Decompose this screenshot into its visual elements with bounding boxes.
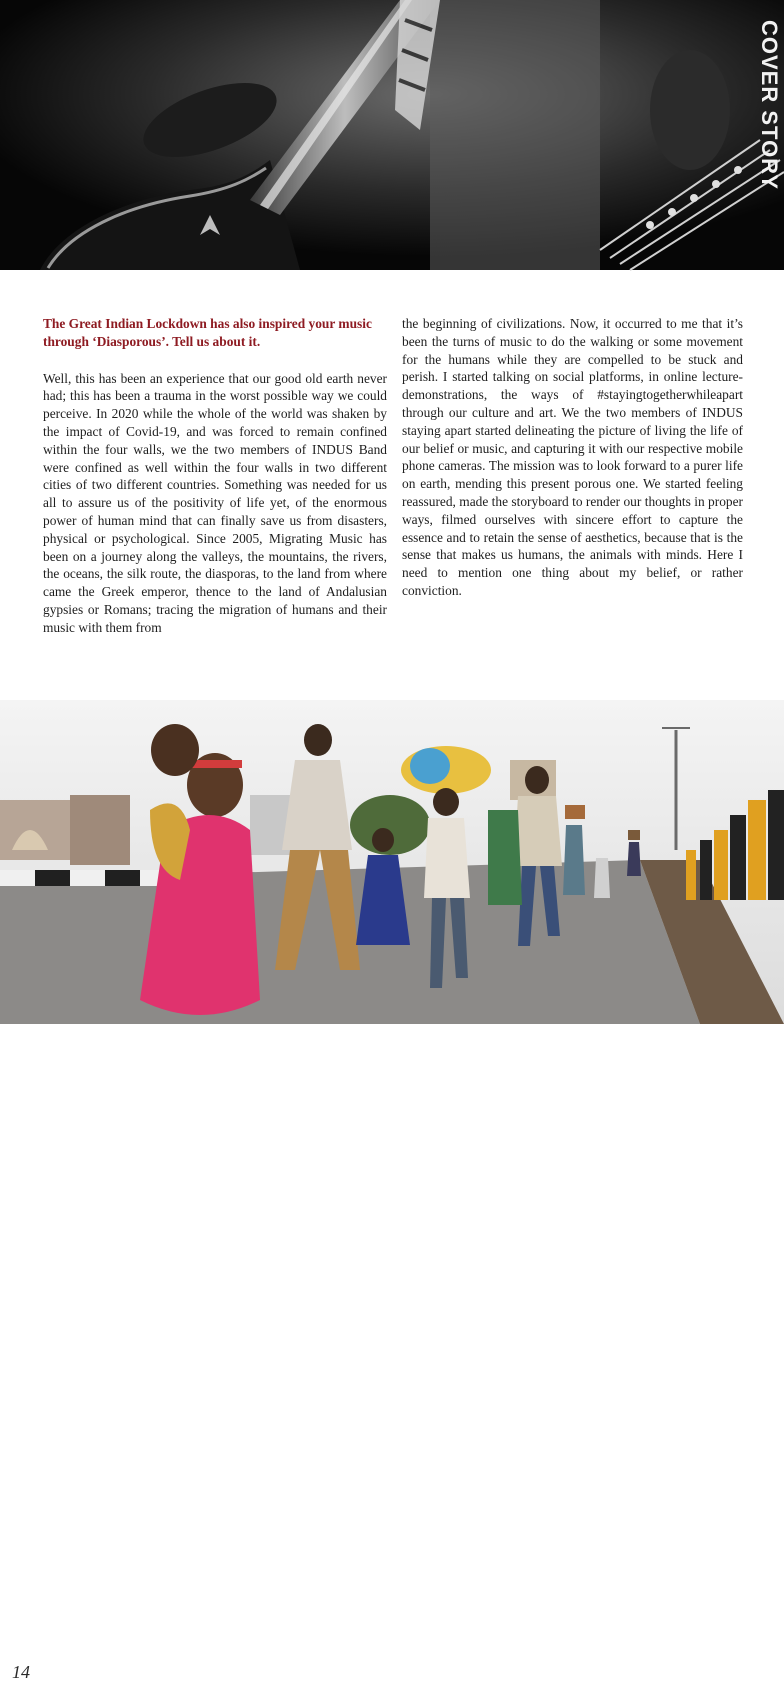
- answer-text-right: the beginning of civilizations. Now, it occurred to me that it’s been the turns of music to do the walking or some movement for the humans while they are compelled to be stuck and perish. I started talking on social platforms, in online lecture-demonstrations, the ways of #stayingtogetherwhileapart through our culture and art. We the two members of INDUS staying apart started delineating the picture of living the life of our belief or music, and capturing it with our respective mobile phone cameras. The mission was to look forward to a purer life on earth, mending this present porous one. We started feeling reassured, made the storyboard to render our thoughts in proper ways, filmed ourselves with sincere effort to capture the essence and to retain the sense of aesthetics, because that is the sense that makes us humans, the animals with minds. Here I need to mention one thing about my belief, or rather conviction.: [402, 316, 743, 598]
- page-number: 14: [12, 1662, 30, 1682]
- migrants-photo-art: [0, 700, 784, 1024]
- guitar-photo-art: [0, 0, 784, 270]
- article-column-left: [43, 315, 387, 637]
- migrants-photo: [0, 700, 784, 1682]
- interview-question: The Great Indian Lockdown has also inspired your music through ‘Diasporous’. Tell us about it.: [43, 316, 372, 349]
- article-column-right: [402, 315, 743, 600]
- answer-text-left: Well, this has been an experience that our good old earth never had; this has been a trauma in the worst possible way we could perceive. In 2020 while the whole of the world was shaken by the impact of Covid-19, and was forced to remain confined within the four walls, we the two members of INDUS Band were confined as well within the four walls in two different cities of two different countries. Something was needed for us all to assure us of the positivity of life yet, of the enormous power of human mind that can finally save us from disasters, physical or psychological. Since 2005, Migrating Music has been on a journey along the valleys, the mountains, the rivers, the oceans, the silk route, the diasporas, to the land from where came the Greek emperor, thence to the land of Andalusian gypsies or Romans; tracing the migration of humans and their music with them from: [43, 370, 387, 635]
- section-label: COVER STORY: [757, 20, 782, 190]
- guitar-photo: [0, 0, 784, 270]
